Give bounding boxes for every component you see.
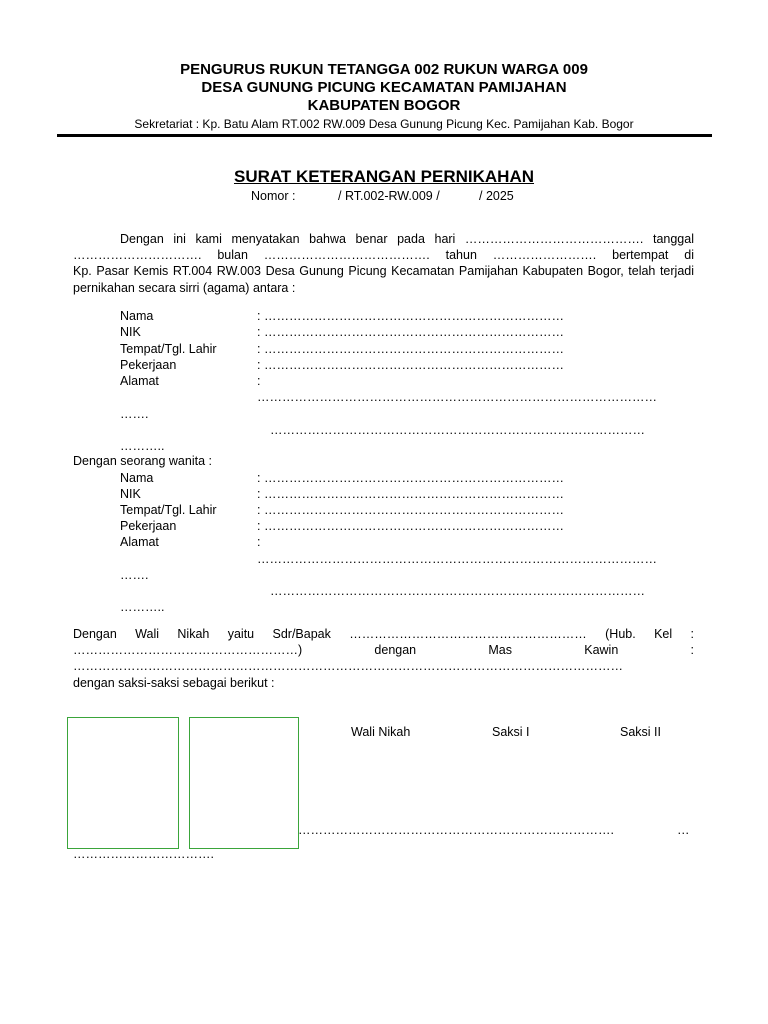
groom-name-label: Nama xyxy=(120,309,154,323)
bride-address-colon: : xyxy=(257,535,261,549)
bride-intro: Dengan seorang wanita : xyxy=(73,454,212,468)
header-divider xyxy=(57,134,712,137)
guardian-line1: Dengan Wali Nikah yaitu Sdr/Bapak ………………………………………………… (Hub. Kel : xyxy=(73,627,694,641)
signature-dots-left: ……………………………. xyxy=(73,847,214,861)
document-title: SURAT KETERANGAN PERNIKAHAN xyxy=(233,167,535,186)
intro-line2: …………………………. bulan …………………………………. tahun ……………………. bertempat di xyxy=(73,248,694,262)
groom-job-label: Pekerjaan xyxy=(120,358,177,372)
signature-dots-main: …………………………………………………………………. xyxy=(298,823,614,837)
signature-dots-side: … xyxy=(677,823,690,837)
bride-nik-label: NIK xyxy=(120,487,141,501)
photo-box-left xyxy=(67,717,179,849)
groom-nik-label: NIK xyxy=(120,325,141,339)
bride-address-line1-tail: ……. xyxy=(120,568,149,582)
bride-birth-label: Tempat/Tgl. Lahir xyxy=(120,503,217,517)
groom-address-line2-tail: ……….. xyxy=(120,439,165,453)
secretariat-address: Sekretariat : Kp. Batu Alam RT.002 RW.009 Desa Gunung Picung Kec. Pamijahan Kab. Bogor xyxy=(134,117,634,131)
number-year: / 2025 xyxy=(479,189,514,203)
number-label: Nomor : xyxy=(251,189,296,203)
guardian-line2: ………………………………………………) dengan Mas Kawin : xyxy=(73,643,694,657)
org-header-line2: DESA GUNUNG PICUNG KECAMATAN PAMIJAHAN xyxy=(201,79,567,96)
intro-line4: pernikahan secara sirri (agama) antara : xyxy=(73,281,296,295)
bride-name-label: Nama xyxy=(120,471,154,485)
bride-job-value: : ……………………………………………………………… xyxy=(257,519,564,533)
signature-label-wali: Wali Nikah xyxy=(351,725,411,739)
groom-birth-label: Tempat/Tgl. Lahir xyxy=(120,342,217,356)
groom-address-line2: ……………………………………………………………………………… xyxy=(270,423,645,437)
bride-nik-value: : ……………………………………………………………… xyxy=(257,487,564,501)
intro-line3: Kp. Pasar Kemis RT.004 RW.003 Desa Gunung Picung Kecamatan Pamijahan Kabupaten Bogor, telah terjadi xyxy=(73,264,694,278)
bride-job-label: Pekerjaan xyxy=(120,519,177,533)
bride-address-line1: …………………………………………………………………………………… xyxy=(257,552,657,566)
groom-name-value: : ……………………………………………………………… xyxy=(257,309,564,323)
intro-line1: Dengan ini kami menyatakan bahwa benar pada hari ……………………………………. tanggal xyxy=(120,232,694,246)
groom-address-line1-tail: ……. xyxy=(120,407,149,421)
signature-label-saksi2: Saksi II xyxy=(620,725,661,739)
groom-address-label: Alamat xyxy=(120,374,159,388)
bride-address-line2: ……………………………………………………………………………… xyxy=(270,584,645,598)
org-header-line3: KABUPATEN BOGOR xyxy=(307,97,461,114)
guardian-line3: …………………………………………………………………………………………………………………… xyxy=(73,659,623,673)
groom-job-value: : ……………………………………………………………… xyxy=(257,358,564,372)
org-header-line1: PENGURUS RUKUN TETANGGA 002 RUKUN WARGA 009 xyxy=(180,61,588,78)
groom-nik-value: : ……………………………………………………………… xyxy=(257,325,564,339)
signature-label-saksi1: Saksi I xyxy=(492,725,530,739)
bride-birth-value: : ……………………………………………………………… xyxy=(257,503,564,517)
bride-address-line2-tail: ……….. xyxy=(120,600,165,614)
groom-address-colon: : xyxy=(257,374,261,388)
groom-birth-value: : ……………………………………………………………… xyxy=(257,342,564,356)
photo-box-right xyxy=(189,717,299,849)
bride-address-label: Alamat xyxy=(120,535,159,549)
bride-name-value: : ……………………………………………………………… xyxy=(257,471,564,485)
number-middle: / RT.002-RW.009 / xyxy=(338,189,440,203)
groom-address-line1: …………………………………………………………………………………… xyxy=(257,390,657,404)
guardian-line4: dengan saksi-saksi sebagai berikut : xyxy=(73,676,275,690)
